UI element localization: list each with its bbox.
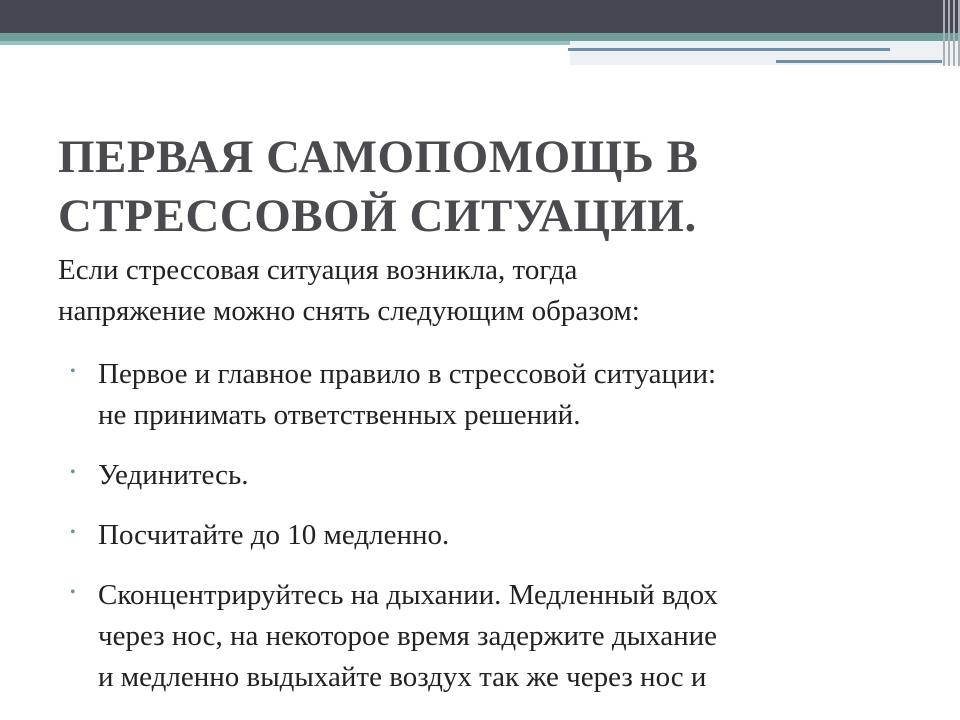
bullet-marker: •: [70, 524, 76, 541]
bullet-text-line: Уединитесь.: [98, 459, 249, 491]
bullet-text-line: не принимать ответственных решений.: [98, 399, 581, 431]
bullet-marker: •: [70, 584, 76, 601]
list-item: [58, 575, 918, 698]
bullet-text-line: и медленно выдыхайте воздух так же через нос и: [98, 661, 707, 693]
bullet-text-line: Первое и главное правило в стрессовой ситуации:: [98, 358, 717, 390]
title-line-1: ПЕРВАЯ САМОПОМОЩЬ В: [58, 131, 699, 183]
header-dark-band: [0, 0, 960, 33]
header-teal-thin-band: [0, 41, 570, 45]
header-accent-line-upper: [568, 48, 890, 51]
list-item: [58, 354, 918, 436]
intro-line-1: Если стрессовая ситуация возникла, тогда: [58, 254, 578, 286]
bullet-marker: •: [70, 464, 76, 481]
header-teal-band: [0, 33, 960, 41]
bullet-marker: •: [70, 363, 76, 380]
vertical-stripe: [953, 0, 955, 66]
intro-paragraph: [58, 250, 918, 332]
bullet-text-line: Сконцентрируйтесь на дыхании. Медленный вдох: [98, 579, 718, 611]
bullet-text-line: Посчитайте до 10 медленно.: [98, 519, 450, 551]
slide-title: [58, 128, 928, 246]
bullet-text-line: через нос, на некоторое время задержите дыхание: [98, 620, 717, 652]
list-item: [58, 455, 918, 496]
title-line-2: СТРЕССОВОЙ СИТУАЦИИ.: [58, 190, 697, 242]
header-vertical-stripes: [930, 0, 960, 66]
vertical-stripe: [943, 0, 945, 66]
vertical-stripe: [948, 0, 950, 66]
bullet-list: [58, 354, 918, 717]
header-accent-line-lower: [776, 60, 942, 63]
list-item: [58, 515, 918, 556]
intro-line-2: напряжение можно снять следующим образом:: [58, 295, 640, 327]
